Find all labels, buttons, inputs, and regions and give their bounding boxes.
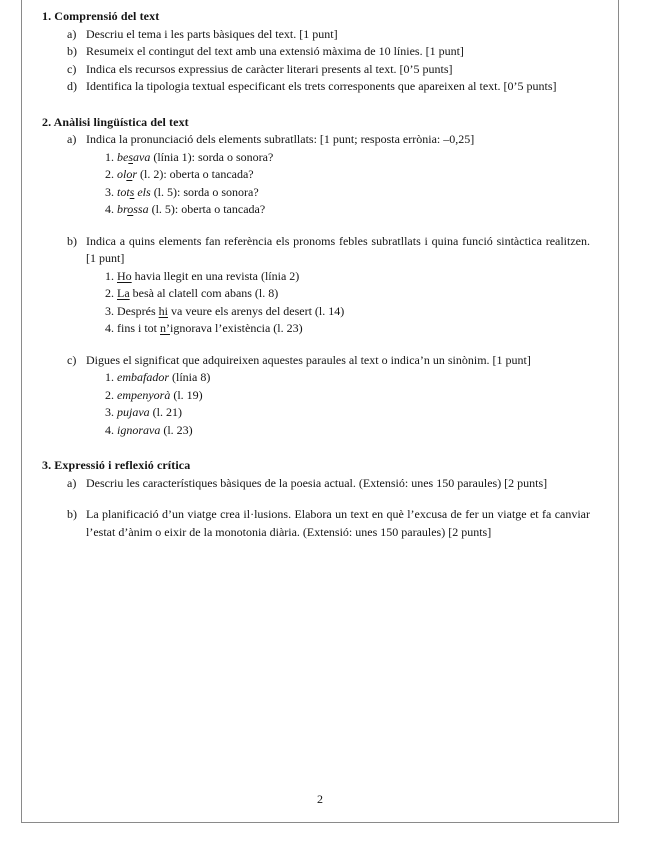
section [42,114,590,440]
item-text [86,26,590,44]
text-segment: (línia 1): sorda o sonora? [150,149,274,164]
exam-item [67,131,590,149]
document-page [21,0,619,823]
item-label: d) [67,79,77,93]
text-segment: s [129,184,135,199]
item-label: a) [67,475,77,490]
exam-subitem [105,320,590,338]
text-segment: (l. 5): sorda o sonora? [150,184,259,199]
text-segment: fins i tot [117,321,161,335]
text-segment: o [127,202,134,216]
exam-subitem [105,166,590,184]
subitem-number: 2. [105,387,117,402]
item-text [86,506,590,541]
text-segment: (l. 5): oberta o tancada? [148,202,266,216]
exam-subitem [105,201,590,219]
exam-item [67,475,590,493]
section [42,8,590,96]
text-segment: be [117,149,129,164]
item-label: b) [67,233,77,248]
subitem-number: 3. [105,303,117,318]
exam-item [67,233,590,268]
text-segment: ol [117,167,127,181]
subitem-number: 1. [105,370,117,384]
item-text [86,233,590,268]
exam-subitem [105,149,590,167]
item-text [86,352,590,370]
text-segment: La [117,286,130,300]
item-label: b) [67,44,77,58]
text-segment: (l. 23) [160,422,193,437]
text-segment: La planificació d’un viatge crea il·lusions. Elabora un text en què l’excusa de fer un viatge et fa canviar l’estat d’ànim o eixir de la monotonia diària. (Extensió: unes 150 paraules) [2 punts] [86,507,590,539]
item-text [86,43,590,61]
page-number: 2 [317,791,323,806]
text-segment: tot [117,184,130,199]
text-segment: besà al clatell com abans (l. 8) [129,286,279,300]
text-segment: Ho [117,268,132,283]
section-title: 1. Comprensió del text [42,9,160,23]
exam-content [22,0,618,541]
subitem-number: 2. [105,167,117,181]
item-label: c) [67,352,77,367]
exam-item [67,352,590,370]
text-segment: Resumeix el contingut del text amb una extensió màxima de 10 línies. [1 punt] [86,44,464,58]
exam-subitem [105,268,590,286]
item-label: b) [67,507,77,521]
exam-subitem [105,285,590,303]
text-segment: (línia 8) [169,370,211,384]
item-text [86,78,590,96]
text-segment: s [128,149,133,164]
exam-subitem [105,369,590,387]
exam-item [67,61,590,79]
text-segment: Digues el significat que adquireixen aquestes paraules al text o indica’n un sinònim. [1 punt] [86,352,531,367]
text-segment: ava [133,149,151,164]
text-segment: Descriu les característiques bàsiques de la poesia actual. (Extensió: unes 150 paraules) [2 punts] [86,475,548,490]
text-segment: r [132,167,138,181]
exam-item [67,43,590,61]
text-segment: ssa [133,202,149,216]
exam-subitem [105,184,590,202]
text-segment: ignorava [117,422,161,437]
item-text [86,61,590,79]
exam-subitem [105,404,590,422]
item-label: c) [67,61,77,76]
subitem-number: 2. [105,286,117,300]
exam-subitem [105,422,590,440]
subitem-number: 3. [105,184,117,199]
subitem-number: 4. [105,202,117,216]
exam-subitem [105,303,590,321]
text-segment: havia llegit en una revista (línia 2) [131,268,300,283]
exam-item [67,506,590,541]
subitem-number: 3. [105,405,117,419]
item-text [86,475,590,493]
text-segment: (l. 21) [149,405,182,419]
item-text [86,131,590,149]
subitem-number: 1. [105,268,117,283]
text-segment: Indica a quins elements fan referència els pronoms febles subratllats i quina funció sintàctica realitzen. [1 punt] [86,233,590,265]
text-segment: Després [117,303,159,318]
text-segment: Descriu el tema i les parts bàsiques del text. [1 punt] [86,26,338,41]
text-segment: ignorava l’existència (l. 23) [170,321,303,335]
exam-subitem [105,387,590,405]
exam-item [67,78,590,96]
section [42,457,590,541]
text-segment: empenyorà [117,387,171,402]
text-segment: pujava [117,405,150,419]
text-segment: embafador [117,370,169,384]
text-segment: hi [158,303,168,318]
text-segment: br [117,202,128,216]
text-segment: Indica els recursos expressius de caràcter literari presents al text. [0’5 punts] [86,61,453,76]
item-label: a) [67,132,77,146]
subitem-number: 4. [105,321,117,335]
section-title: 3. Expressió i reflexió crítica [42,458,191,472]
text-segment: va veure els arenys del desert (l. 14) [168,303,345,318]
text-segment: Indica la pronunciació dels elements subratllats: [1 punt; resposta errònia: –0,25] [86,132,475,146]
text-segment: els [134,184,151,199]
text-segment: (l. 19) [170,387,203,402]
exam-item [67,26,590,44]
subitem-number: 1. [105,149,117,164]
subitem-number: 4. [105,422,117,437]
text-segment: Identifica la tipologia textual especificant els trets corresponents que apareixen al text. [0’5 punts] [86,79,557,93]
text-segment: n’ [160,321,171,335]
item-label: a) [67,26,77,41]
text-segment: (l. 2): oberta o tancada? [137,167,254,181]
text-segment: o [126,167,133,181]
section-title: 2. Anàlisi lingüística del text [42,114,189,129]
